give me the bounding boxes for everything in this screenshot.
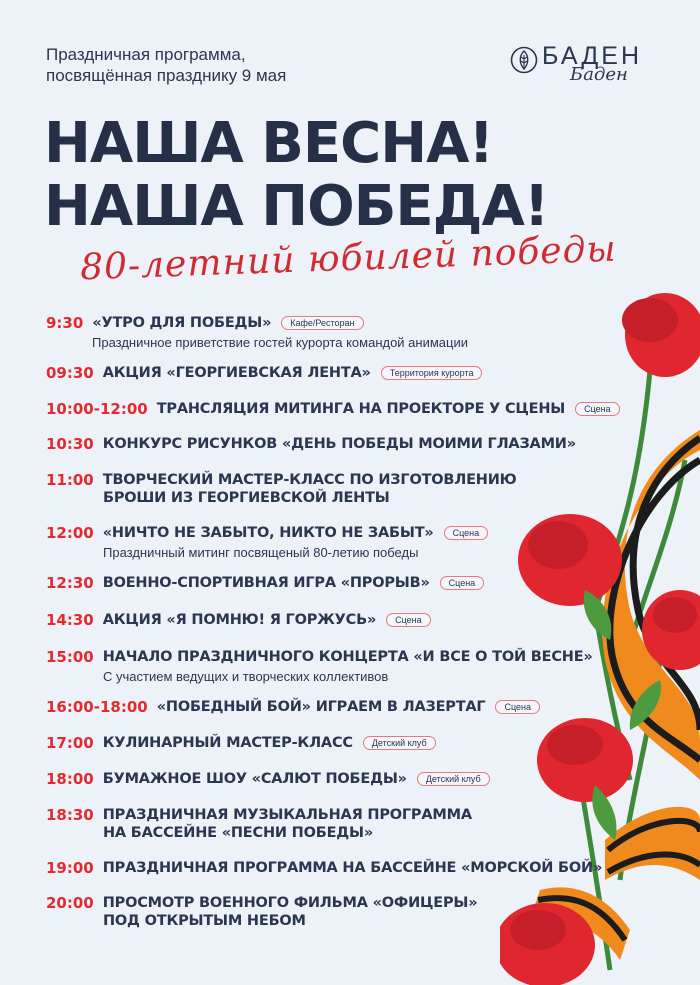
schedule-title-line-2: ПОД ОТКРЫТЫМ НЕБОМ (103, 913, 306, 929)
schedule-time: 19:00 (46, 859, 94, 877)
schedule-time: 18:30 (46, 806, 94, 824)
schedule-item (46, 314, 468, 350)
logo-script-text: Баден (570, 64, 628, 85)
schedule-title: ПРОСМОТР ВОЕННОГО ФИЛЬМА «ОФИЦЕРЫ» (102, 895, 478, 911)
schedule-item (46, 770, 490, 788)
location-badge: Детский клуб (417, 772, 490, 786)
schedule-title-line-2: НА БАССЕЙНЕ «ПЕСНИ ПОБЕДЫ» (103, 825, 373, 841)
location-badge: Сцена (495, 700, 540, 714)
schedule-title: КУЛИНАРНЫЙ МАСТЕР-КЛАСС (102, 735, 353, 751)
location-badge: Сцена (444, 526, 489, 540)
schedule-item (46, 734, 436, 752)
headline-line-1: НАША ВЕСНА! (44, 111, 494, 176)
schedule-time: 11:00 (46, 471, 94, 489)
schedule-title: ВОЕННО-СПОРТИВНАЯ ИГРА «ПРОРЫВ» (102, 575, 430, 591)
schedule-title: КОНКУРС РИСУНКОВ «ДЕНЬ ПОБЕДЫ МОИМИ ГЛАЗАМИ» (102, 436, 576, 452)
schedule-time: 15:00 (46, 648, 94, 666)
schedule-time: 9:30 (46, 314, 84, 332)
schedule-item (46, 806, 472, 841)
location-badge: Сцена (440, 576, 485, 590)
schedule-title: ТВОРЧЕСКИЙ МАСТЕР-КЛАСС ПО ИЗГОТОВЛЕНИЮ (102, 472, 517, 488)
schedule-time: 10:30 (46, 435, 94, 453)
location-badge: Сцена (386, 613, 431, 627)
schedule-item (46, 859, 602, 877)
schedule-item (46, 435, 576, 453)
subtitle-line-2: посвящённая празднику 9 мая (46, 66, 287, 85)
schedule-title: ТРАНСЛЯЦИЯ МИТИНГА НА ПРОЕКТОРЕ У СЦЕНЫ (156, 401, 566, 417)
schedule-time: 14:30 (46, 611, 94, 629)
schedule-title-line-2: БРОШИ ИЗ ГЕОРГИЕВСКОЙ ЛЕНТЫ (103, 490, 390, 506)
schedule-item (46, 894, 477, 929)
location-badge: Сцена (575, 402, 620, 416)
schedule-title: ПРАЗДНИЧНАЯ МУЗЫКАЛЬНАЯ ПРОГРАММА (102, 807, 472, 823)
schedule-title: «НИЧТО НЕ ЗАБЫТО, НИКТО НЕ ЗАБЫТ» (102, 525, 434, 541)
anniversary-script: 80-летний юбилей победы (79, 228, 618, 289)
schedule-time: 10:00-12:00 (46, 400, 148, 418)
schedule-title: «ПОБЕДНЫЙ БОЙ» ИГРАЕМ В ЛАЗЕРТАГ (156, 699, 486, 715)
leaf-logo-icon (510, 46, 538, 74)
location-badge: Детский клуб (363, 736, 436, 750)
schedule-item (46, 648, 593, 684)
subtitle-line-1: Праздничная программа, (46, 45, 246, 64)
main-headline (44, 112, 548, 238)
schedule-item (46, 400, 620, 418)
schedule-description: С участием ведущих и творческих коллективов (103, 669, 389, 684)
schedule-title: ПРАЗДНИЧНАЯ ПРОГРАММА НА БАССЕЙНЕ «МОРСКОЙ БОЙ» (102, 860, 603, 876)
schedule-item (46, 471, 516, 506)
schedule-time: 12:00 (46, 524, 94, 542)
headline-line-2: НАША ПОБЕДА! (44, 174, 549, 239)
schedule-title: АКЦИЯ «Я ПОМНЮ! Я ГОРЖУСЬ» (102, 612, 377, 628)
schedule-time: 16:00-18:00 (46, 698, 148, 716)
schedule-item (46, 524, 488, 560)
schedule-item (46, 698, 540, 716)
schedule-time: 17:00 (46, 734, 94, 752)
schedule-description: Праздничное приветствие гостей курорта командой анимации (92, 335, 468, 350)
schedule-description: Праздничный митинг посвященый 80-летию победы (103, 545, 419, 560)
schedule-time: 12:30 (46, 574, 94, 592)
schedule-time: 18:00 (46, 770, 94, 788)
schedule-title: «УТРО ДЛЯ ПОБЕДЫ» (92, 315, 272, 331)
schedule-title: БУМАЖНОЕ ШОУ «САЛЮТ ПОБЕДЫ» (102, 771, 407, 787)
schedule-time: 09:30 (46, 364, 94, 382)
schedule-title: НАЧАЛО ПРАЗДНИЧНОГО КОНЦЕРТА «И ВСЕ О ТОЙ ВЕСНЕ» (102, 649, 593, 665)
baden-logo (510, 42, 660, 92)
location-badge: Кафе/Ресторан (281, 316, 363, 330)
carnations-and-ribbon-illustration (500, 280, 700, 985)
schedule-item (46, 364, 482, 382)
schedule-item (46, 611, 431, 629)
logo-text: БАДЕН (542, 42, 643, 70)
schedule-item (46, 574, 484, 592)
schedule-title: АКЦИЯ «ГЕОРГИЕВСКАЯ ЛЕНТА» (102, 365, 371, 381)
location-badge: Территория курорта (381, 366, 483, 380)
schedule-time: 20:00 (46, 894, 94, 912)
event-subtitle (46, 44, 286, 86)
